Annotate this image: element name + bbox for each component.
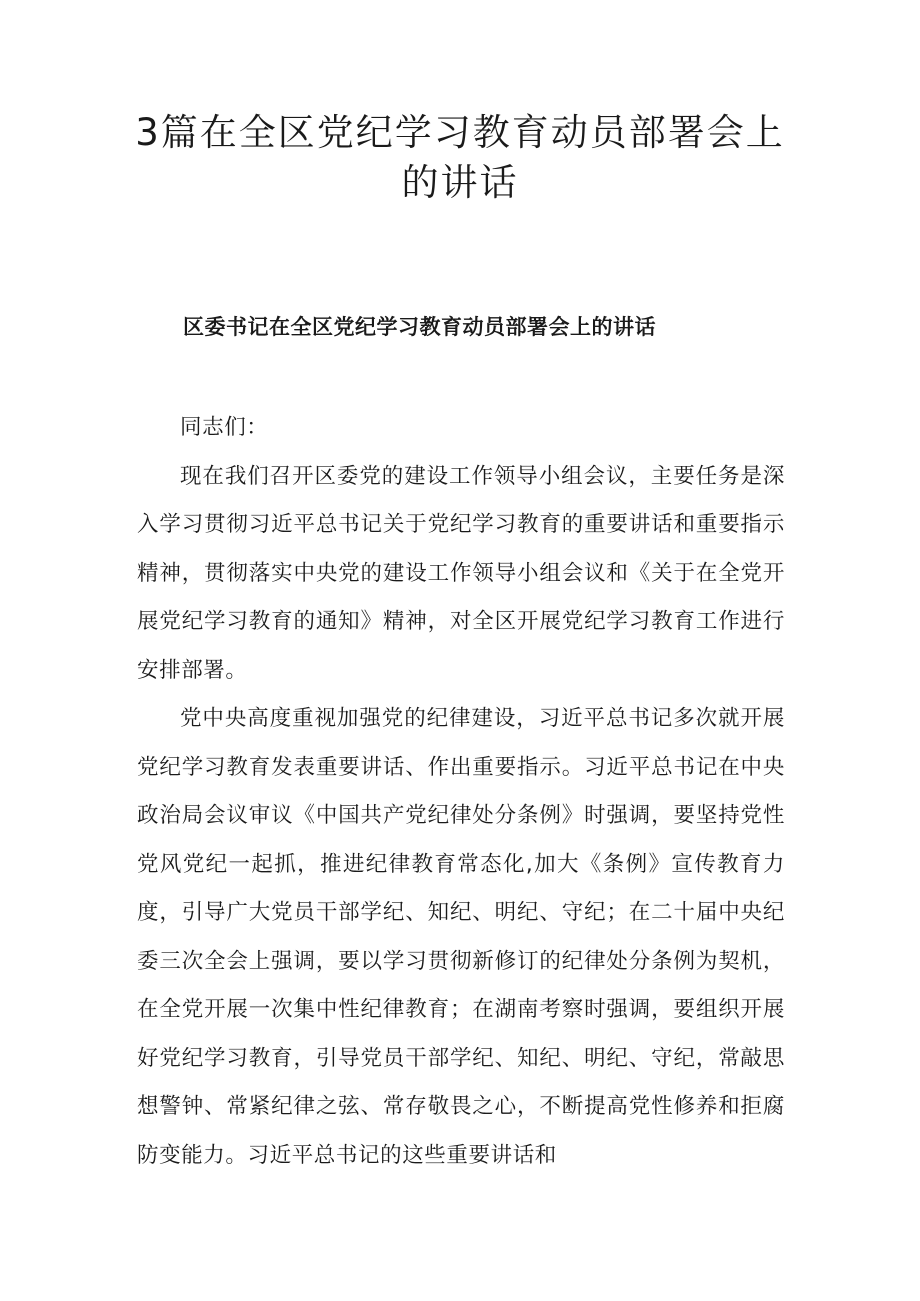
salutation: 同志们： <box>180 415 269 440</box>
speech-subtitle: 区委书记在全区党纪学习教育动员部署会上的讲话 <box>183 315 656 339</box>
paragraph: 现在我们召开区委党的建设工作领导小组会议，主要任务是深入学习贯彻习近平总书记关于党纪学习教育的重要讲话和重要指示精神，贯彻落实中央党的建设工作领导小组会议和《关于在全党开展党纪学习教育的通知》精神，对全区开展党纪学习教育工作进行安排部署。 <box>137 463 785 683</box>
paragraph: 党中央高度重视加强党的纪律建设，习近平总书记多次就开展党纪学习教育发表重要讲话、作出重要指示。习近平总书记在中央政治局会议审议《中国共产党纪律处分条例》时强调，要坚持党性党风党纪一起抓，推进纪律教育常态化,加大《条例》宣传教育力度，引导广大党员干部学纪、知纪、明纪、守纪；在二十届中央纪委三次全会上强调，要以学习贯彻新修订的纪律处分条例为契机，在全党开展一次集中性纪律教育；在湖南考察时强调，要组织开展好党纪学习教育，引导党员干部学纪、知纪、明纪、守纪，常敲思想警钟、常紧纪律之弦、常存敬畏之心，不断提高党性修养和拒腐防变能力。习近平总书记的这些重要讲话和 <box>137 706 785 1168</box>
speech-body <box>137 404 785 1180</box>
document-title: 3篇在全区党纪学习教育动员部署会上的讲话 <box>135 111 785 204</box>
